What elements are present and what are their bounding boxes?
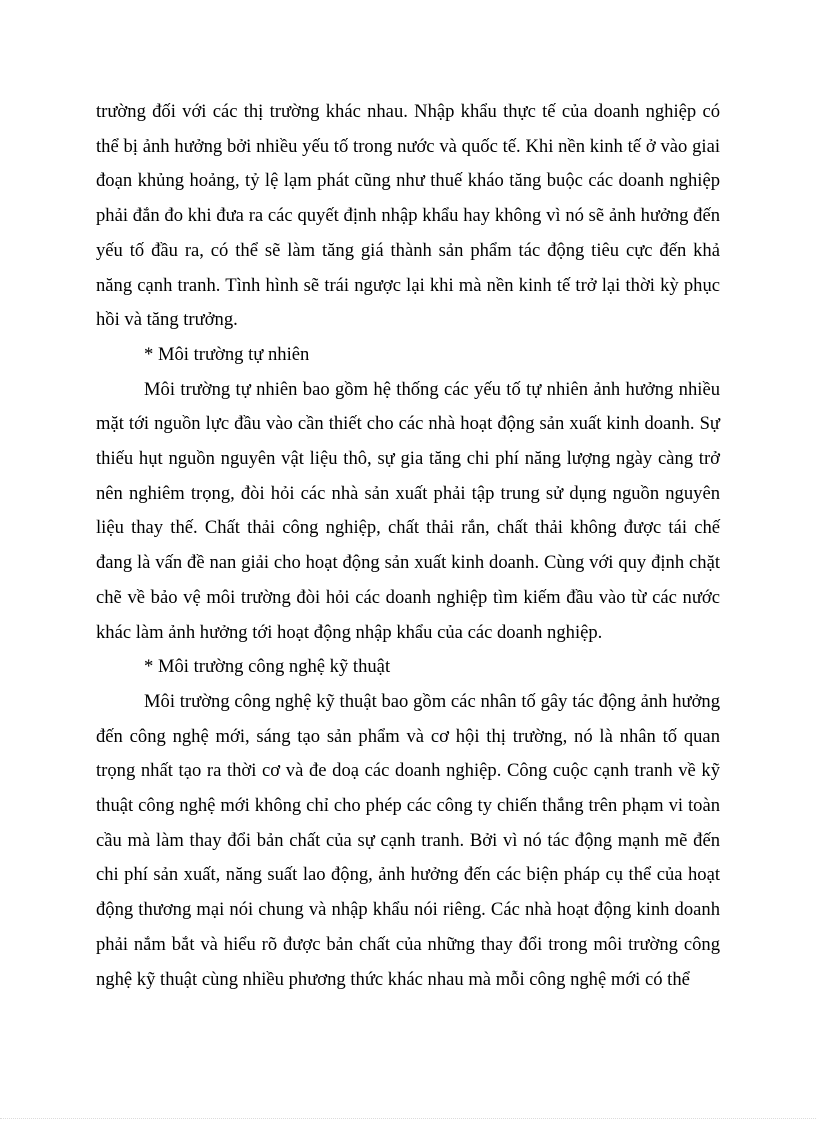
paragraph-natural-environment: Môi trường tự nhiên bao gồm hệ thống các yếu tố tự nhiên ảnh hưởng nhiều mặt tới nguồn lực đầu vào cần thiết cho các nhà hoạt động sản xuất kinh doanh. Sự thiếu hụt nguồn nguyên vật liệu thô, sự gia tăng chi phí năng lượng ngày càng trở nên nghiêm trọng, đòi hỏi các nhà sản xuất phải tập trung sử dụng nguồn nguyên liệu thay thế. Chất thải công nghiệp, chất thải rắn, chất thải không được tái chế đang là vấn đề nan giải cho hoạt động sản xuất kinh doanh. Cùng với quy định chặt chẽ về bảo vệ môi trường đòi hỏi các doanh nghiệp tìm kiếm đầu vào từ các nước khác làm ảnh hưởng tới hoạt động nhập khẩu của các doanh nghiệp. <box>96 378 720 643</box>
document-body <box>96 95 720 997</box>
paragraph-technology-environment: Môi trường công nghệ kỹ thuật bao gồm các nhân tố gây tác động ảnh hưởng đến công nghệ mới, sáng tạo sản phẩm và cơ hội thị trường, nó là nhân tố quan trọng nhất tạo ra thời cơ và đe doạ các doanh nghiệp. Công cuộc cạnh tranh về kỹ thuật công nghệ mới không chỉ cho phép các công ty chiến thắng trên phạm vi toàn cầu mà làm thay đổi bản chất của sự cạnh tranh. Bởi vì nó tác động mạnh mẽ đến chi phí sản xuất, năng suất lao động, ảnh hưởng đến các biện pháp cụ thể của hoạt động thương mại nói chung và nhập khẩu nói riêng. Các nhà hoạt động kinh doanh phải nắm bắt và hiểu rõ được bản chất của những thay đổi trong môi trường công nghệ kỹ thuật cùng nhiều phương thức khác nhau mà mỗi công nghệ mới có thể <box>96 690 720 990</box>
page-bottom-divider <box>0 1118 816 1119</box>
heading-natural-environment: * Môi trường tự nhiên <box>144 343 310 365</box>
paragraph-economic-environment-continued: trường đối với các thị trường khác nhau. Nhập khẩu thực tế của doanh nghiệp có thể bị ảnh hưởng bởi nhiều yếu tố trong nước và quốc tế. Khi nền kinh tế ở vào giai đoạn khủng hoảng, tỷ lệ lạm phát cũng như thuế kháo tăng buộc các doanh nghiệp phải đắn đo khi đưa ra các quyết định nhập khẩu hay không vì nó sẽ ảnh hưởng đến yếu tố đầu ra, có thể sẽ làm tăng giá thành sản phẩm tác động tiêu cực đến khả năng cạnh tranh. Tình hình sẽ trái ngược lại khi mà nền kinh tế trở lại thời kỳ phục hồi và tăng trưởng. <box>96 101 720 331</box>
heading-technology-environment: * Môi trường công nghệ kỹ thuật <box>144 656 391 678</box>
